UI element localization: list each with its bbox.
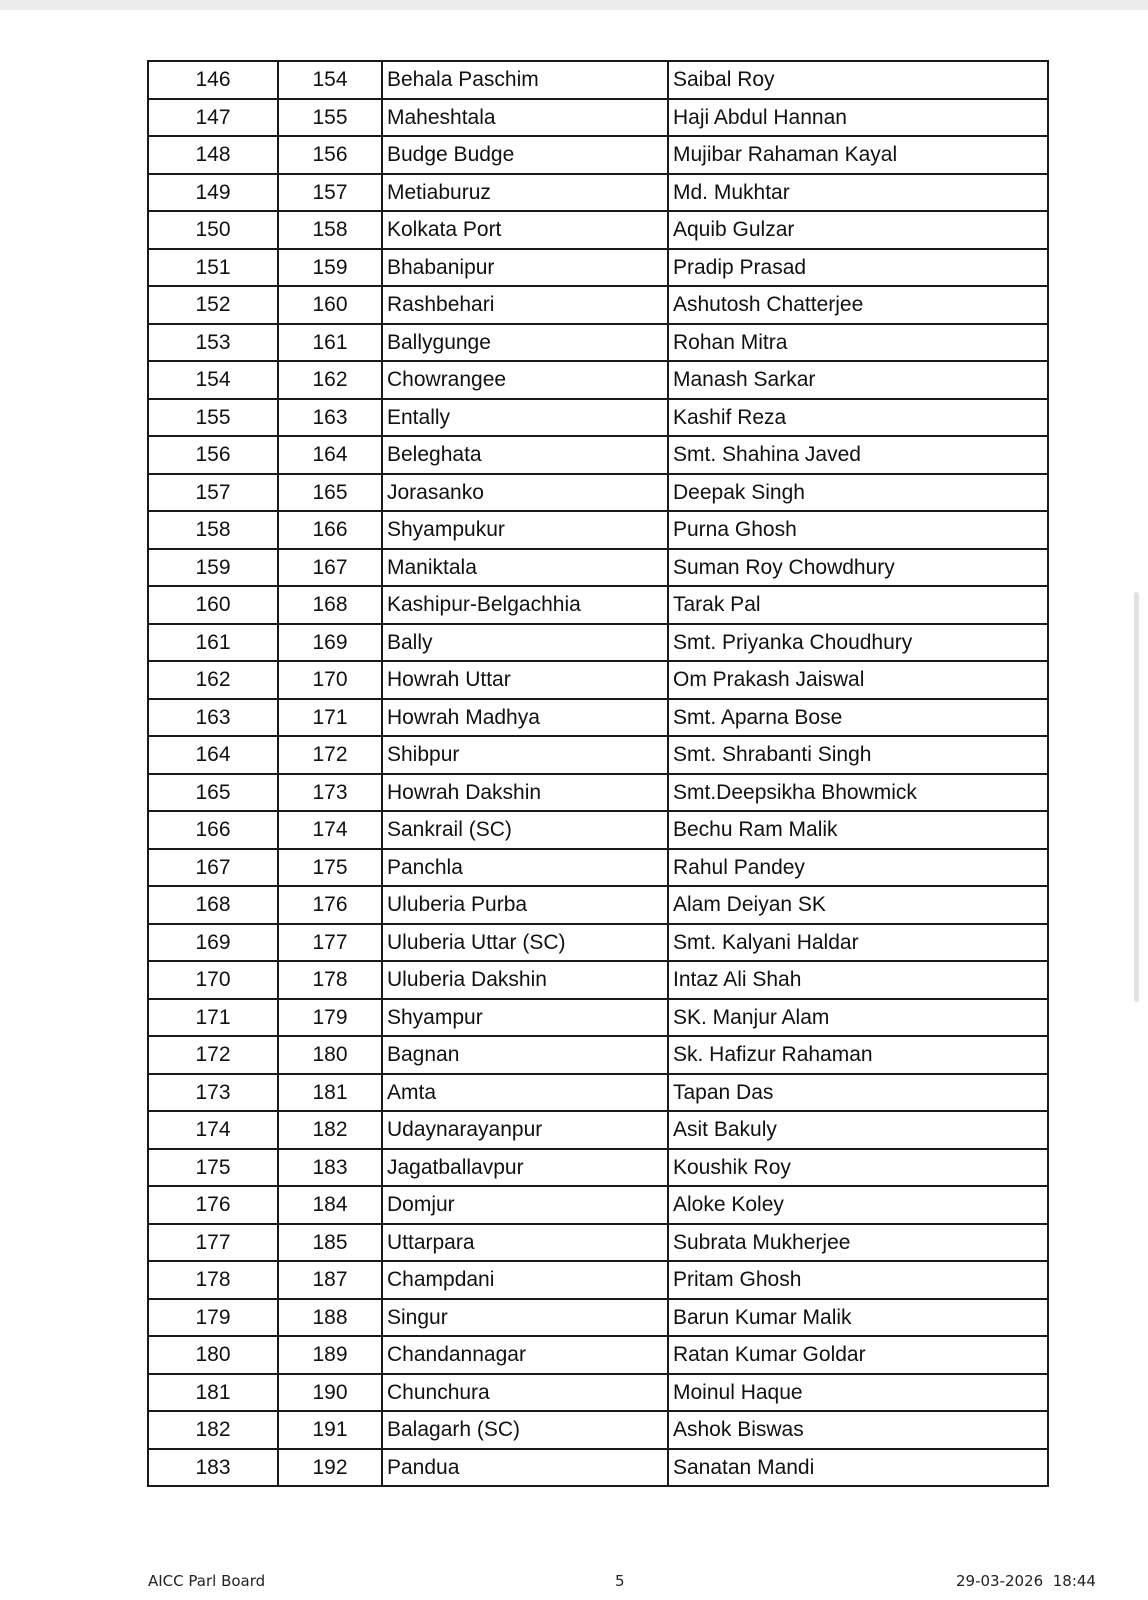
ac-number-cell: 159 [278, 249, 382, 287]
footer-time: 18:44 [1052, 1572, 1096, 1590]
table-row [148, 249, 1048, 287]
constituency-cell: Metiaburuz [382, 174, 668, 212]
constituency-cell: Pandua [382, 1449, 668, 1487]
ac-number-cell: 169 [278, 624, 382, 662]
table-row [148, 699, 1048, 737]
constituency-cell: Uluberia Purba [382, 886, 668, 924]
table-row [148, 211, 1048, 249]
ac-number-cell: 182 [278, 1111, 382, 1149]
serial-cell: 151 [148, 249, 278, 287]
candidate-cell: Subrata Mukherjee [668, 1224, 1048, 1262]
serial-cell: 166 [148, 811, 278, 849]
serial-cell: 181 [148, 1374, 278, 1412]
ac-number-cell: 156 [278, 136, 382, 174]
ac-number-cell: 157 [278, 174, 382, 212]
candidate-cell: Sk. Hafizur Rahaman [668, 1036, 1048, 1074]
ac-number-cell: 176 [278, 886, 382, 924]
serial-cell: 172 [148, 1036, 278, 1074]
table-row [148, 849, 1048, 887]
serial-cell: 177 [148, 1224, 278, 1262]
constituency-cell: Sankrail (SC) [382, 811, 668, 849]
table-row [148, 1036, 1048, 1074]
constituency-cell: Singur [382, 1299, 668, 1337]
table-row [148, 1186, 1048, 1224]
constituency-cell: Balagarh (SC) [382, 1411, 668, 1449]
candidate-cell: Pritam Ghosh [668, 1261, 1048, 1299]
constituency-cell: Howrah Dakshin [382, 774, 668, 812]
serial-cell: 179 [148, 1299, 278, 1337]
candidate-cell: Om Prakash Jaiswal [668, 661, 1048, 699]
candidate-cell: Tapan Das [668, 1074, 1048, 1112]
ac-number-cell: 167 [278, 549, 382, 587]
serial-cell: 149 [148, 174, 278, 212]
ac-number-cell: 163 [278, 399, 382, 437]
serial-cell: 153 [148, 324, 278, 362]
ac-number-cell: 155 [278, 99, 382, 137]
table-row [148, 1374, 1048, 1412]
serial-cell: 159 [148, 549, 278, 587]
serial-cell: 163 [148, 699, 278, 737]
serial-cell: 183 [148, 1449, 278, 1487]
candidate-cell: Kashif Reza [668, 399, 1048, 437]
constituency-cell: Uttarpara [382, 1224, 668, 1262]
serial-cell: 170 [148, 961, 278, 999]
ac-number-cell: 165 [278, 474, 382, 512]
candidate-cell: Asit Bakuly [668, 1111, 1048, 1149]
serial-cell: 158 [148, 511, 278, 549]
serial-cell: 180 [148, 1336, 278, 1374]
candidate-cell: Ratan Kumar Goldar [668, 1336, 1048, 1374]
table-row [148, 361, 1048, 399]
ac-number-cell: 158 [278, 211, 382, 249]
table-body [148, 61, 1048, 1486]
ac-number-cell: 184 [278, 1186, 382, 1224]
table-row [148, 549, 1048, 587]
candidate-cell: Smt. Priyanka Choudhury [668, 624, 1048, 662]
constituency-cell: Bagnan [382, 1036, 668, 1074]
serial-cell: 174 [148, 1111, 278, 1149]
table-row [148, 1074, 1048, 1112]
serial-cell: 176 [148, 1186, 278, 1224]
ac-number-cell: 166 [278, 511, 382, 549]
table-row [148, 661, 1048, 699]
candidate-cell: Tarak Pal [668, 586, 1048, 624]
constituency-cell: Kashipur-Belgachhia [382, 586, 668, 624]
serial-cell: 168 [148, 886, 278, 924]
ac-number-cell: 175 [278, 849, 382, 887]
table-row [148, 1149, 1048, 1187]
serial-cell: 178 [148, 1261, 278, 1299]
table-row [148, 99, 1048, 137]
table-row [148, 736, 1048, 774]
constituency-cell: Maheshtala [382, 99, 668, 137]
table-row [148, 474, 1048, 512]
ac-number-cell: 177 [278, 924, 382, 962]
ac-number-cell: 180 [278, 1036, 382, 1074]
candidate-cell: Barun Kumar Malik [668, 1299, 1048, 1337]
candidate-cell: Smt.Deepsikha Bhowmick [668, 774, 1048, 812]
ac-number-cell: 168 [278, 586, 382, 624]
serial-cell: 169 [148, 924, 278, 962]
serial-cell: 157 [148, 474, 278, 512]
table-row [148, 886, 1048, 924]
scrollbar[interactable] [1134, 592, 1139, 1002]
table-row [148, 436, 1048, 474]
constituency-cell: Bhabanipur [382, 249, 668, 287]
table-row [148, 1111, 1048, 1149]
table-row [148, 924, 1048, 962]
serial-cell: 155 [148, 399, 278, 437]
candidate-cell: Aquib Gulzar [668, 211, 1048, 249]
constituency-cell: Amta [382, 1074, 668, 1112]
ac-number-cell: 183 [278, 1149, 382, 1187]
serial-cell: 175 [148, 1149, 278, 1187]
table-row [148, 286, 1048, 324]
constituency-cell: Panchla [382, 849, 668, 887]
candidate-cell: Pradip Prasad [668, 249, 1048, 287]
candidate-cell: Manash Sarkar [668, 361, 1048, 399]
ac-number-cell: 171 [278, 699, 382, 737]
candidate-cell: Smt. Shrabanti Singh [668, 736, 1048, 774]
constituency-cell: Udaynarayanpur [382, 1111, 668, 1149]
serial-cell: 165 [148, 774, 278, 812]
footer-timestamp [956, 1572, 1096, 1590]
candidate-cell: Rohan Mitra [668, 324, 1048, 362]
candidate-cell: Moinul Haque [668, 1374, 1048, 1412]
table-row [148, 1224, 1048, 1262]
constituency-cell: Uluberia Uttar (SC) [382, 924, 668, 962]
serial-cell: 164 [148, 736, 278, 774]
constituency-cell: Beleghata [382, 436, 668, 474]
footer-page-number: 5 [615, 1572, 625, 1590]
table-row [148, 1261, 1048, 1299]
candidate-cell: Alam Deiyan SK [668, 886, 1048, 924]
constituency-cell: Shyampur [382, 999, 668, 1037]
ac-number-cell: 185 [278, 1224, 382, 1262]
candidate-cell: Suman Roy Chowdhury [668, 549, 1048, 587]
ac-number-cell: 172 [278, 736, 382, 774]
table-row [148, 136, 1048, 174]
table-row [148, 1411, 1048, 1449]
candidate-cell: Deepak Singh [668, 474, 1048, 512]
constituency-cell: Champdani [382, 1261, 668, 1299]
constituency-cell: Chowrangee [382, 361, 668, 399]
serial-cell: 160 [148, 586, 278, 624]
table-row [148, 811, 1048, 849]
constituency-cell: Shyampukur [382, 511, 668, 549]
table-row [148, 174, 1048, 212]
ac-number-cell: 192 [278, 1449, 382, 1487]
ac-number-cell: 170 [278, 661, 382, 699]
serial-cell: 173 [148, 1074, 278, 1112]
serial-cell: 171 [148, 999, 278, 1037]
candidate-cell: Rahul Pandey [668, 849, 1048, 887]
constituency-cell: Kolkata Port [382, 211, 668, 249]
constituency-cell: Rashbehari [382, 286, 668, 324]
constituency-cell: Jagatballavpur [382, 1149, 668, 1187]
serial-cell: 152 [148, 286, 278, 324]
candidate-cell: Ashok Biswas [668, 1411, 1048, 1449]
ac-number-cell: 154 [278, 61, 382, 99]
table-row [148, 399, 1048, 437]
table-row [148, 961, 1048, 999]
candidate-cell: Bechu Ram Malik [668, 811, 1048, 849]
ac-number-cell: 179 [278, 999, 382, 1037]
ac-number-cell: 190 [278, 1374, 382, 1412]
constituency-cell: Uluberia Dakshin [382, 961, 668, 999]
serial-cell: 156 [148, 436, 278, 474]
table-row [148, 999, 1048, 1037]
constituency-cell: Maniktala [382, 549, 668, 587]
constituency-cell: Ballygunge [382, 324, 668, 362]
constituency-cell: Chunchura [382, 1374, 668, 1412]
candidate-cell: Sanatan Mandi [668, 1449, 1048, 1487]
constituency-cell: Howrah Madhya [382, 699, 668, 737]
candidate-cell: Smt. Aparna Bose [668, 699, 1048, 737]
candidate-cell: Smt. Shahina Javed [668, 436, 1048, 474]
table-container [147, 60, 1049, 1487]
top-strip [0, 0, 1148, 10]
ac-number-cell: 173 [278, 774, 382, 812]
ac-number-cell: 160 [278, 286, 382, 324]
candidate-table [147, 60, 1049, 1487]
table-row [148, 511, 1048, 549]
table-row [148, 1336, 1048, 1374]
footer-org: AICC Parl Board [148, 1572, 266, 1590]
candidate-cell: Smt. Kalyani Haldar [668, 924, 1048, 962]
serial-cell: 146 [148, 61, 278, 99]
serial-cell: 150 [148, 211, 278, 249]
serial-cell: 182 [148, 1411, 278, 1449]
serial-cell: 147 [148, 99, 278, 137]
ac-number-cell: 162 [278, 361, 382, 399]
constituency-cell: Shibpur [382, 736, 668, 774]
ac-number-cell: 189 [278, 1336, 382, 1374]
candidate-cell: Purna Ghosh [668, 511, 1048, 549]
ac-number-cell: 181 [278, 1074, 382, 1112]
constituency-cell: Bally [382, 624, 668, 662]
serial-cell: 154 [148, 361, 278, 399]
candidate-cell: Mujibar Rahaman Kayal [668, 136, 1048, 174]
table-row [148, 1299, 1048, 1337]
table-row [148, 774, 1048, 812]
table-row [148, 1449, 1048, 1487]
table-row [148, 586, 1048, 624]
constituency-cell: Jorasanko [382, 474, 668, 512]
constituency-cell: Behala Paschim [382, 61, 668, 99]
table-row [148, 324, 1048, 362]
candidate-cell: Ashutosh Chatterjee [668, 286, 1048, 324]
candidate-cell: Saibal Roy [668, 61, 1048, 99]
constituency-cell: Howrah Uttar [382, 661, 668, 699]
ac-number-cell: 188 [278, 1299, 382, 1337]
candidate-cell: Md. Mukhtar [668, 174, 1048, 212]
table-row [148, 61, 1048, 99]
candidate-cell: Aloke Koley [668, 1186, 1048, 1224]
ac-number-cell: 191 [278, 1411, 382, 1449]
constituency-cell: Entally [382, 399, 668, 437]
ac-number-cell: 187 [278, 1261, 382, 1299]
ac-number-cell: 164 [278, 436, 382, 474]
constituency-cell: Budge Budge [382, 136, 668, 174]
serial-cell: 148 [148, 136, 278, 174]
candidate-cell: SK. Manjur Alam [668, 999, 1048, 1037]
candidate-cell: Koushik Roy [668, 1149, 1048, 1187]
serial-cell: 167 [148, 849, 278, 887]
ac-number-cell: 178 [278, 961, 382, 999]
candidate-cell: Intaz Ali Shah [668, 961, 1048, 999]
candidate-cell: Haji Abdul Hannan [668, 99, 1048, 137]
table-row [148, 624, 1048, 662]
constituency-cell: Chandannagar [382, 1336, 668, 1374]
constituency-cell: Domjur [382, 1186, 668, 1224]
footer-date: 29-03-2026 [956, 1572, 1044, 1590]
serial-cell: 161 [148, 624, 278, 662]
ac-number-cell: 174 [278, 811, 382, 849]
ac-number-cell: 161 [278, 324, 382, 362]
serial-cell: 162 [148, 661, 278, 699]
